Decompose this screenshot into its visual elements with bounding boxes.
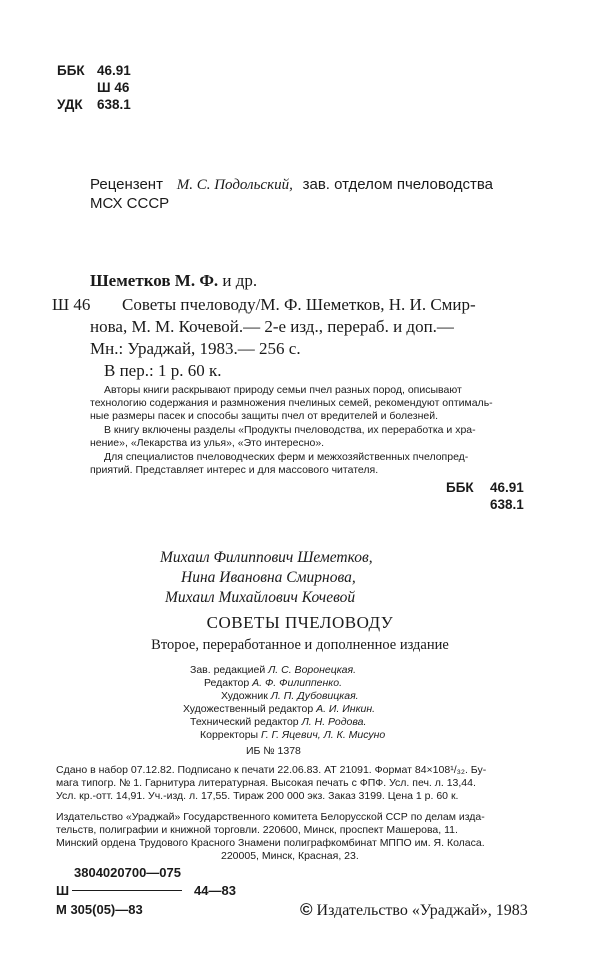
bib-line-3: Мн.: Ураджай, 1983.— 256 с. — [90, 339, 301, 358]
bib-authors-line — [90, 271, 257, 291]
reviewer-position: зав. отделом пчеловодства — [302, 176, 493, 193]
staff-2 — [204, 677, 342, 690]
bbk-value: 46.91 — [97, 63, 131, 78]
code-letter: Ш — [56, 883, 70, 898]
print-info-3: Усл. кр.-отт. 14,91. Уч.-изд. л. 17,55. Тираж 200 000 экз. Заказ 3199. Цена 1 р. 60 к. — [56, 790, 459, 802]
staff-role: Корректоры — [200, 729, 259, 741]
author-full-1: Михаил Филиппович Шеметков, — [160, 549, 373, 566]
annotation-p3-l1: Для специалистов пчеловодческих ферм и межхозяйственных пчелопред- — [104, 451, 469, 463]
staff-role: Редактор — [204, 677, 250, 689]
annotation-p3-l2: приятий. Представляет интерес и для массового читателя. — [90, 464, 379, 476]
copyright-text: Издательство «Ураджай», 1983 — [316, 902, 528, 919]
copyright-line — [300, 900, 528, 920]
publisher-info-1: Издательство «Ураджай» Государственного комитета Белорусской ССР по делам изда- — [56, 811, 485, 823]
annotation-p2-l1: В книгу включены разделы «Продукты пчеловодства, их переработка и хра- — [104, 424, 476, 436]
author-full-2: Нина Ивановна Смирнова, — [181, 569, 356, 586]
bib-line-2: нова, М. М. Кочевой.— 2-е изд., перераб. и доп.— — [90, 317, 454, 336]
staff-5 — [190, 716, 366, 729]
code-suffix: 44—83 — [194, 883, 236, 898]
staff-role: Художественный редактор — [183, 703, 314, 715]
reviewer-org: МСХ СССР — [90, 195, 170, 212]
staff-6 — [200, 729, 385, 742]
publisher-info-3: Минский ордена Трудового Красного Знамени полиграфкомбинат МППО им. Я. Коласа. — [56, 837, 485, 849]
staff-role: Художник — [221, 690, 268, 702]
staff-name: А. Ф. Филиппенко. — [252, 677, 342, 689]
author-full-3: Михаил Михайлович Кочевой — [165, 589, 356, 606]
bib-line-1: Советы пчеловоду/М. Ф. Шеметков, Н. И. Смир- — [122, 295, 476, 314]
edition: Второе, переработанное и дополненное издание — [151, 637, 449, 653]
bbk-block-label: ББК — [446, 480, 474, 495]
staff-4 — [183, 703, 375, 716]
sh-code: Ш 46 — [97, 80, 130, 95]
staff-name: А. И. Инкин. — [316, 703, 376, 715]
annotation-p1-l1: Авторы книги раскрывают природу семьи пчел разных пород, описывают — [104, 384, 462, 396]
annotation-p2-l2: нение», «Лекарства из улья», «Это интересно». — [90, 437, 325, 449]
bbk-label: ББК — [57, 63, 85, 78]
reviewer-line — [90, 176, 493, 194]
annotation-p1-l3: ные размеры пасек и способы защиты пчел от вредителей и болезней. — [90, 410, 438, 422]
bib-price: В пер.: 1 р. 60 к. — [104, 361, 222, 380]
bib-authors: Шеметков М. Ф. — [90, 271, 219, 290]
staff-role: Зав. редакцией — [190, 664, 266, 676]
publisher-info-4: 220005, Минск, Красная, 23. — [221, 850, 359, 862]
annotation-p1-l2: технологию содержания и размножения пчелиных семей, рекомендуют оптималь- — [90, 397, 493, 409]
udk-value: 638.1 — [97, 97, 131, 112]
print-info-2: мага типогр. № 1. Гарнитура литературная. Высокая печать с ФПФ. Усл. печ. л. 13,44. — [56, 777, 476, 789]
print-info-1: Сдано в набор 07.12.82. Подписано к печати 22.06.83. АТ 21091. Формат 84×108¹/₃₂. Бу- — [56, 764, 487, 776]
staff-1 — [190, 664, 356, 677]
staff-name: Л. Н. Родова. — [301, 716, 367, 728]
staff-name: Л. П. Дубовицкая. — [270, 690, 359, 702]
copyright-icon: © — [300, 900, 313, 919]
bbk-block-value2: 638.1 — [490, 497, 524, 512]
bbk-block-value1: 46.91 — [490, 480, 524, 495]
reviewer-label: Рецензент — [90, 176, 163, 193]
staff-role: Технический редактор — [190, 716, 299, 728]
book-title: СОВЕТЫ ПЧЕЛОВОДУ — [206, 613, 394, 632]
code-numerator: 3804020700—075 — [74, 865, 181, 880]
bib-code: Ш 46 — [52, 295, 91, 314]
code-fraction-line — [72, 890, 182, 891]
staff-3 — [221, 690, 359, 703]
bib-authors-suffix: и др. — [222, 271, 258, 290]
publisher-info-2: тельств, полиграфии и книжной торговли. 220600, Минск, проспект Машерова, 11. — [56, 824, 458, 836]
staff-name: Г. Г. Яцевич, Л. К. Мисуно — [261, 729, 386, 741]
reviewer-name: М. С. Подольский, — [176, 177, 293, 193]
ib-number: ИБ № 1378 — [246, 745, 301, 757]
code-denominator: М 305(05)—83 — [56, 902, 143, 917]
staff-name: Л. С. Воронецкая. — [268, 664, 357, 676]
udk-label: УДК — [57, 97, 83, 112]
